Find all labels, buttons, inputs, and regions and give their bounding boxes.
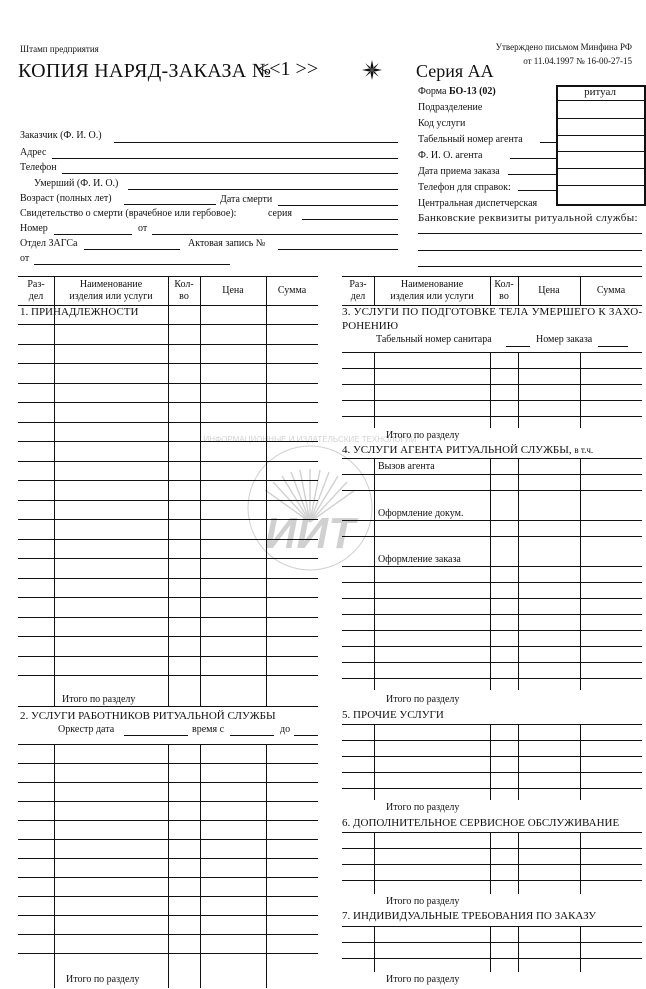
table-row-rule (18, 422, 318, 423)
table-row-rule (18, 744, 318, 745)
table-row-rule (342, 788, 642, 789)
section-2-total: Итого по разделу (66, 974, 140, 985)
deceased-line[interactable] (128, 189, 398, 190)
table-row-rule (342, 958, 642, 959)
field-deceased: Умерший (Ф. И. О.) (34, 178, 119, 189)
docs-label: Оформление докум. (378, 508, 464, 519)
table-row-rule (18, 763, 318, 764)
table-row-rule (342, 942, 642, 943)
age-line[interactable] (124, 204, 216, 205)
field-record: Актовая запись № (188, 238, 266, 249)
field-dispatcher: Центральная диспетчерская (418, 198, 538, 209)
table-column-rule (580, 832, 581, 894)
table-row-rule (342, 848, 642, 849)
document-title: КОПИЯ НАРЯД-ЗАКАЗА № (18, 60, 272, 82)
field-subdivision: Подразделение (418, 102, 483, 113)
field-record-from: от (20, 253, 30, 264)
field-certificate: Свидетельство о смерти (врачебное или гербовое): (20, 208, 237, 219)
table-column-rule (580, 926, 581, 972)
stamp-label: Штамп предприятия (20, 44, 99, 54)
field-age: Возраст (полных лет) (20, 193, 112, 204)
table-row-rule (342, 880, 642, 881)
table-row-rule (18, 896, 318, 897)
table-column-rule (490, 832, 491, 894)
field-cert-number: Номер (20, 223, 48, 234)
section-2-title: 2. УСЛУГИ РАБОТНИКОВ РИТУАЛЬНОЙ СЛУЖБЫ (20, 710, 276, 722)
table-row-rule (342, 630, 642, 631)
table-row-rule (18, 820, 318, 821)
table-row-rule (18, 839, 318, 840)
col-price-header-r: Цена (538, 285, 560, 296)
table-column-rule (580, 276, 581, 305)
section-3-total: Итого по разделу (386, 430, 460, 441)
field-service-code: Код услуги (418, 118, 466, 129)
col-sum-header-r: Сумма (596, 285, 626, 296)
customer-line[interactable] (114, 142, 398, 143)
table-row-rule (18, 363, 318, 364)
table-row-rule (342, 772, 642, 773)
table-row-rule (342, 582, 642, 583)
table-row-rule (18, 782, 318, 783)
table-row-rule (342, 352, 642, 353)
section-5-total: Итого по разделу (386, 802, 460, 813)
field-agent-tab: Табельный номер агента (418, 134, 523, 145)
table-row-rule (342, 756, 642, 757)
orchestra-label: Оркестр дата (58, 724, 115, 735)
watermark-ring-text: ИНФОРМАЦИОННЫЕ И ИЗДАТЕЛЬСКИЕ ТЕХНОЛОГИИ (203, 435, 417, 444)
ritual-box (556, 85, 646, 206)
bank-details-label: Банковские реквизиты ритуальной службы: (418, 212, 638, 224)
field-agent-name: Ф. И. О. агента (418, 150, 483, 161)
col-qty-header: Кол- во (174, 279, 194, 302)
table-row-rule (18, 597, 318, 598)
field-order-date: Дата приема заказа (418, 166, 500, 177)
record-from-line[interactable] (34, 264, 230, 265)
table-row-rule (342, 662, 642, 663)
table-row-rule (18, 915, 318, 916)
table-row-rule (342, 368, 642, 369)
order-number: <<1 >> (258, 58, 319, 80)
section-7-total: Итого по разделу (386, 974, 460, 985)
section-1-total: Итого по разделу (62, 694, 136, 705)
table-column-rule (580, 458, 581, 690)
table-column-rule (374, 832, 375, 894)
field-address: Адрес (20, 147, 47, 158)
table-row-rule (18, 706, 318, 707)
table-row-rule (18, 858, 318, 859)
cert-from-line[interactable] (152, 234, 398, 235)
table-row-rule (342, 416, 642, 417)
series-label: Серия АА (416, 61, 494, 81)
table-row-rule (18, 617, 318, 618)
table-column-rule (518, 926, 519, 972)
registry-line[interactable] (84, 249, 180, 250)
form-label: Форма БО-13 (02) (418, 86, 496, 97)
table-row-rule (18, 344, 318, 345)
table-column-rule (374, 926, 375, 972)
table-column-rule (200, 276, 201, 706)
section-3-title: 3. УСЛУГИ ПО ПОДГОТОВКЕ ТЕЛА УМЕРШЕГО К ЗАХО- (342, 306, 643, 318)
col-sum-header: Сумма (277, 285, 307, 296)
table-row-rule (342, 384, 642, 385)
table-row-rule (18, 801, 318, 802)
section-7-title: 7. ИНДИВИДУАЛЬНЫЕ ТРЕБОВАНИЯ ПО ЗАКАЗУ (342, 910, 597, 922)
section-6-total: Итого по разделу (386, 896, 460, 907)
table-column-rule (374, 276, 375, 305)
field-cert-from: от (138, 223, 148, 234)
sanitar-label: Табельный номер санитара (376, 334, 492, 345)
table-column-rule (518, 458, 519, 690)
cert-number-line[interactable] (54, 234, 132, 235)
time-to-label: до (280, 724, 291, 735)
time-from-label: время с (192, 724, 225, 735)
agent-call-label: Вызов агента (378, 461, 435, 472)
table-row-rule (342, 614, 642, 615)
table-row-rule (18, 636, 318, 637)
field-phone: Телефон (20, 162, 57, 173)
section-4-title: 4. УСЛУГИ АГЕНТА РИТУАЛЬНОЙ СЛУЖБЫ, в т.ч. (342, 444, 594, 456)
table-column-rule (54, 744, 55, 988)
field-registry: Отдел ЗАГСа (20, 238, 78, 249)
order-no-label: Номер заказа (536, 334, 593, 345)
section-5-title: 5. ПРОЧИЕ УСЛУГИ (342, 709, 444, 721)
section-3-title-cont: РОНЕНИЮ (342, 320, 399, 332)
table-column-rule (518, 832, 519, 894)
order-form-label: Оформление заказа (378, 554, 461, 565)
table-row-rule (18, 402, 318, 403)
table-row-rule (342, 926, 642, 927)
address-line[interactable] (52, 158, 398, 159)
table-row-rule (18, 656, 318, 657)
table-column-rule (518, 276, 519, 305)
table-row-rule (18, 953, 318, 954)
field-death-date: Дата смерти (220, 194, 273, 205)
section-1-title: 1. ПРИНАДЛЕЖНОСТИ (20, 306, 139, 318)
table-row-rule (342, 646, 642, 647)
field-customer: Заказчик (Ф. И. О.) (20, 130, 102, 141)
phone-line[interactable] (62, 173, 398, 174)
table-row-rule (18, 383, 318, 384)
table-column-rule (54, 276, 55, 706)
table-row-rule (342, 832, 642, 833)
table-column-rule (200, 744, 201, 988)
table-row-rule (342, 400, 642, 401)
record-line[interactable] (278, 249, 398, 250)
col-name-header: Наименование изделия или услуги (69, 279, 153, 302)
cert-series-line[interactable] (302, 219, 398, 220)
ritual-label: ритуал (584, 86, 616, 98)
table-column-rule (490, 926, 491, 972)
table-row-rule (18, 934, 318, 935)
col-qty-header-r: Кол- во (494, 279, 514, 302)
table-row-rule (18, 877, 318, 878)
table-column-rule (266, 744, 267, 988)
table-row-rule (18, 675, 318, 676)
table-row-rule (342, 740, 642, 741)
field-phone-info: Телефон для справок: (418, 182, 511, 193)
approval-line-2: от 11.04.1997 № 16-00-27-15 (523, 56, 632, 66)
col-section-header-r: Раз- дел (349, 279, 367, 302)
table-row-rule (18, 324, 318, 325)
table-column-rule (490, 276, 491, 305)
col-section-header: Раз- дел (27, 279, 45, 302)
col-name-header-r: Наименование изделия или услуги (390, 279, 474, 302)
section-4-total: Итого по разделу (386, 694, 460, 705)
table-row-rule (342, 724, 642, 725)
table-column-rule (168, 276, 169, 706)
table-column-rule (490, 458, 491, 690)
watermark-logo-text: ИИТ (264, 509, 356, 558)
table-column-rule (168, 744, 169, 988)
star-icon (362, 60, 382, 80)
death-date-line[interactable] (278, 205, 398, 206)
col-price-header: Цена (222, 285, 244, 296)
table-row-rule (342, 678, 642, 679)
table-row-rule (342, 598, 642, 599)
table-row-rule (342, 864, 642, 865)
section-6-title: 6. ДОПОЛНИТЕЛЬНОЕ СЕРВИСНОЕ ОБСЛУЖИВАНИЕ (342, 817, 620, 829)
field-cert-series: серия (268, 208, 292, 219)
approval-line-1: Утверждено письмом Минфина РФ (495, 42, 632, 52)
